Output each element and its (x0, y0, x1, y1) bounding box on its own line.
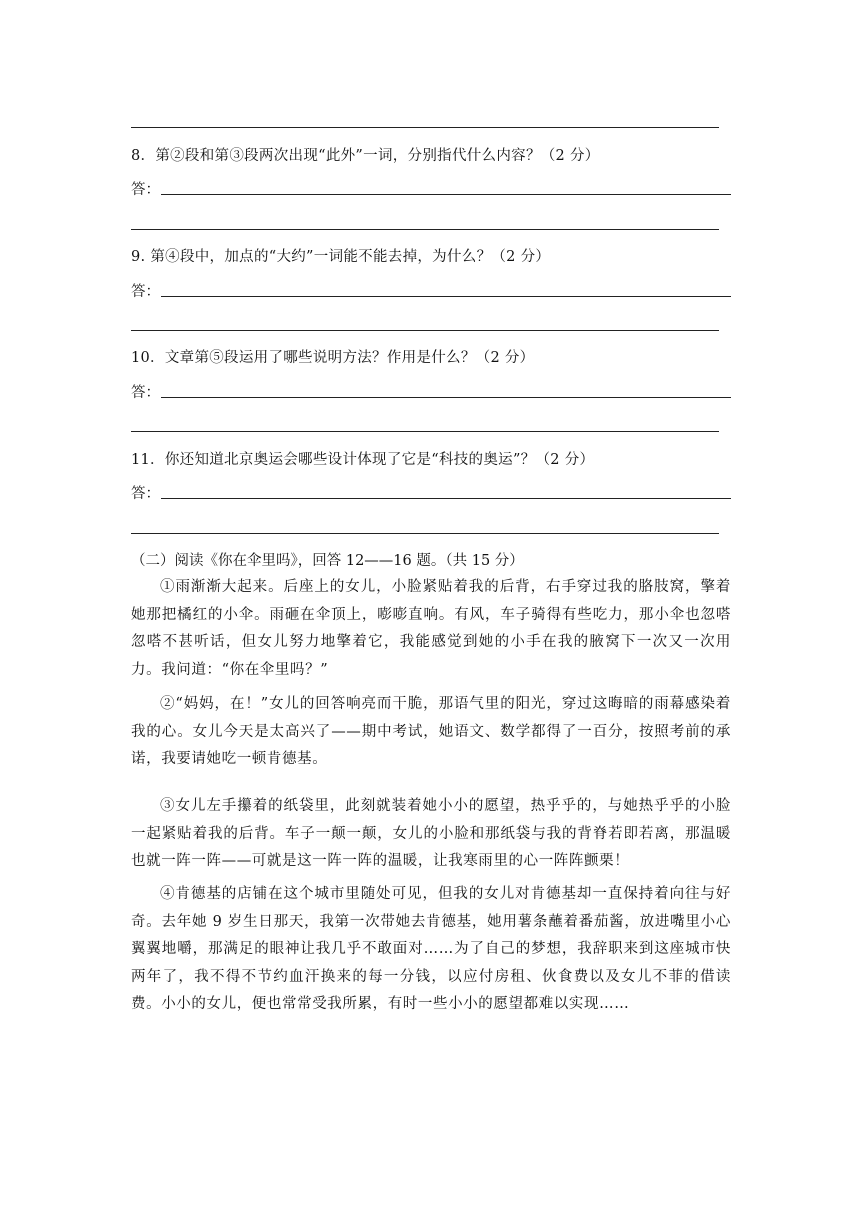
question-8: 8．第②段和第③段两次出现“此外”一词，分别指代什么内容？（2 分） (131, 148, 600, 164)
answer-row-11[interactable] (131, 484, 731, 504)
answer-line-top (131, 127, 719, 128)
answer-label: 答： (131, 385, 160, 401)
paragraph-2: ②“妈妈，在！”女儿的回答响亮而干脆，那语气里的阳光，穿过这晦暗的雨幕感染着我的心。女儿今天是太高兴了——期中考试，她语文、数学都得了一百分，按照考前的承诺，我要请她吃一顿肯德基。 (131, 696, 731, 767)
answer-line (131, 533, 719, 534)
answer-line (131, 229, 719, 230)
answer-line (131, 330, 719, 331)
answer-line (161, 397, 731, 398)
answer-label: 答： (131, 182, 160, 198)
answer-line (161, 194, 731, 195)
question-11: 11．你还知道北京奥运会哪些设计体现了它是“科技的奥运”？（2 分） (131, 452, 595, 468)
answer-line (161, 296, 731, 297)
paragraph-4: ④肯德基的店铺在这个城市里随处可见，但我的女儿对肯德基却一直保持着向往与好奇。去年她 9 岁生日那天，我第一次带她去肯德基，她用薯条蘸着番茄酱，放进嘴里小心翼翼地嚼，那满足的眼神让我几乎不敢面对……为了自己的梦想，我辞职来到这座城市快两年了，我不得不节约血汗换来的每一分钱，以应付房租、伙食费以及女儿不菲的借读费。小小的女儿，便也常常受我所累，有时一些小小的愿望都难以实现…… (131, 886, 731, 1012)
paragraph-1: ①雨渐渐大起来。后座上的女儿，小脸紧贴着我的后背，右手穿过我的胳肢窝，擎着她那把橘红的小伞。雨砸在伞顶上，嘭嘭直响。有风，车子骑得有些吃力，那小伞也忽嗒忽嗒不甚听话，但女儿努力地擎着它，我能感觉到她的小手在我的腋窝下一次又一次用力。我问道：“你在伞里吗？” (131, 579, 731, 678)
answer-row-8[interactable] (131, 180, 731, 200)
section-heading: （二）阅读《你在伞里吗》，回答 12——16 题。（共 15 分） (131, 553, 524, 569)
question-9: 9. 第④段中，加点的“大约”一词能不能去掉，为什么？（2 分） (131, 249, 551, 265)
paragraph-3: ③女儿左手攥着的纸袋里，此刻就装着她小小的愿望，热乎乎的，与她热乎乎的小脸一起紧贴着我的后背。车子一颠一颠，女儿的小脸和那纸袋与我的背脊若即若离，那温暖也就一阵一阵——可就是这一阵一阵的温暖，让我寒雨里的心一阵阵颤栗！ (131, 798, 731, 869)
question-10: 10．文章第⑤段运用了哪些说明方法？作用是什么？（2 分） (131, 350, 535, 366)
answer-line (131, 431, 719, 432)
answer-line (161, 498, 731, 499)
answer-label: 答： (131, 284, 160, 300)
answer-row-10[interactable] (131, 383, 731, 403)
answer-row-9[interactable] (131, 282, 731, 302)
answer-label: 答： (131, 486, 160, 502)
